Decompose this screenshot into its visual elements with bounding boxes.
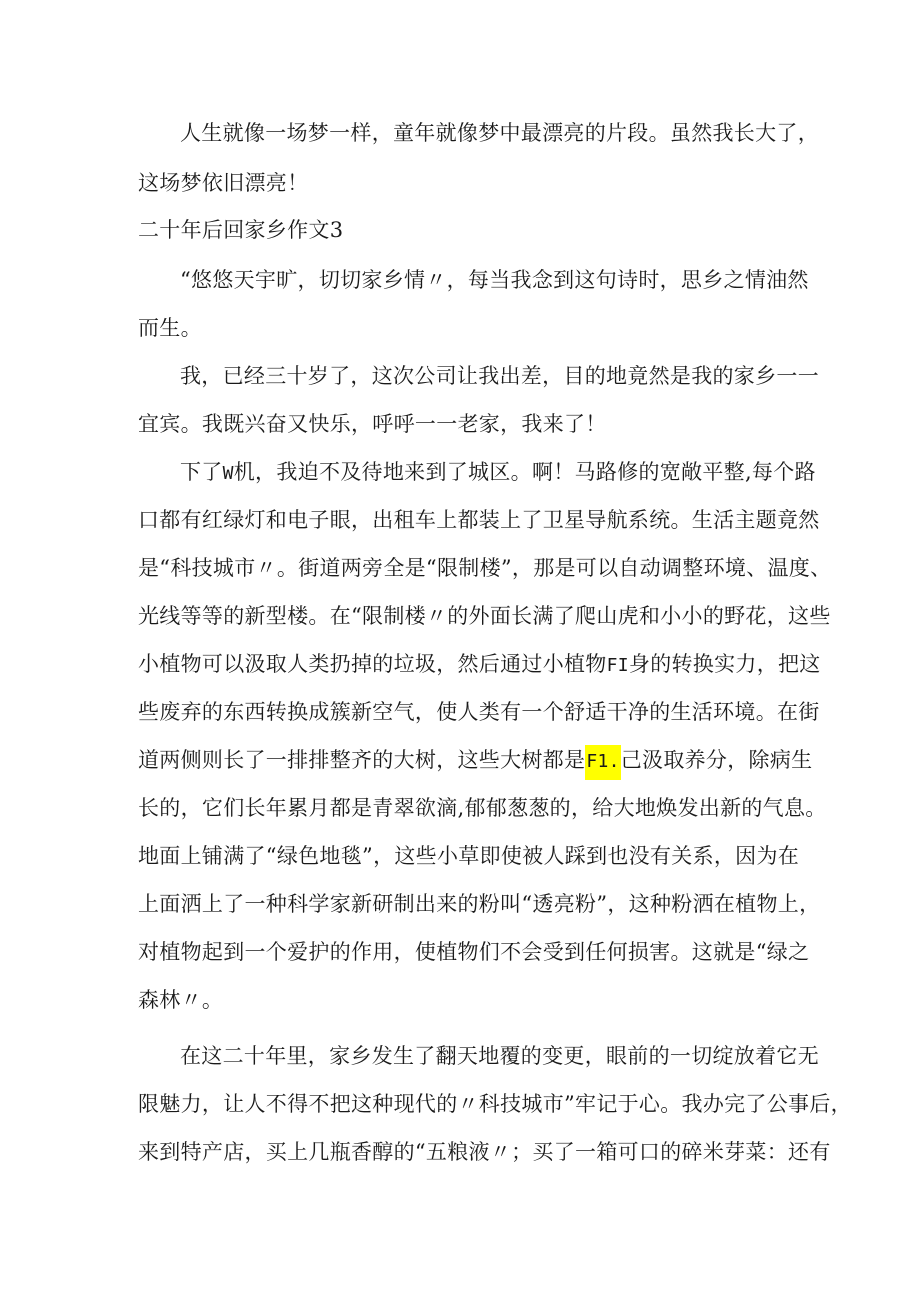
paragraph-3-line-2: 宜宾。我既兴奋又快乐，呼呼一一老家，我来了！: [138, 412, 607, 436]
paragraph-4-line-7-end: 己汲取养分，除病生: [620, 748, 813, 772]
paragraph-4-line-3: 是“科技城市〃。街道两旁全是“限制楼”，那是可以自动调整环境、温度、: [138, 556, 832, 580]
paragraph-4-line-11: 对植物起到一个爱护的作用，使植物们不会受到任何损害。这就是“绿之: [138, 940, 810, 964]
paragraph-4-line-5-end: 身的转换实力，把这: [628, 652, 821, 676]
paragraph-4-line-7-start: 道两侧则长了一排排整齐的大树，这些大树都是: [138, 748, 586, 772]
paragraph-4-line-5-start: 小植物可以汲取人类扔掉的垃圾，然后通过小植物: [138, 652, 607, 676]
highlighted-ocr-glyph: F1.: [585, 745, 620, 780]
paragraph-4-line-12: 森林〃。: [138, 988, 224, 1012]
paragraph-4-line-10: 上面洒上了一种科学家新研制出来的粉叫“透亮粉”，这种粉洒在植物上，: [138, 892, 821, 916]
paragraph-4-line-4: 光线等等的新型楼。在“限制楼〃的外面长满了爬山虎和小小的野花，这些: [138, 604, 831, 628]
paragraph-1-line-2: 这场梦依旧漂亮！: [138, 171, 309, 195]
paragraph-4-line-5-ocr-glyph: FI: [606, 655, 629, 676]
paragraph-4-line-1: [180, 457, 816, 489]
paragraph-1-line-1: 人生就像一场梦一样，童年就像梦中最漂亮的片段。虽然我长大了，: [180, 121, 819, 145]
paragraph-3-line-1: 我，已经三十岁了，这次公司让我出差，目的地竟然是我的家乡一一: [180, 364, 819, 388]
paragraph-4-line-6: 些废弃的东西转换成簇新空气，使人类有一个舒适干净的生活环境。在街: [138, 700, 820, 724]
paragraph-5-line-2: 限魅力，让人不得不把这种现代的〃科技城市”牢记于心。我办完了公事后，: [138, 1092, 852, 1116]
paragraph-4-line-7: [138, 745, 812, 777]
paragraph-4-line-5: [138, 649, 821, 681]
section-heading: 二十年后回家乡作文3: [138, 218, 344, 242]
paragraph-4-line-2: 口都有红绿灯和电子眼，出租车上都装上了卫星导航系统。生活主题竟然: [138, 508, 820, 532]
paragraph-4-line-1-ocr-glyph: W: [222, 463, 234, 484]
paragraph-2-line-2: 而生。: [138, 316, 202, 340]
paragraph-5-line-1: 在这二十年里，家乡发生了翻天地覆的变更，眼前的一切绽放着它无: [180, 1044, 819, 1068]
paragraph-4-line-1-end: 机，我迫不及待地来到了城区。啊！马路修的宽敞平整,每个路: [233, 460, 816, 484]
paragraph-5-line-3: 来到特产店，买上几瓶香醇的“五粮液〃；买了一箱可口的碎米芽菜：还有: [138, 1140, 831, 1164]
paragraph-4-line-9: 地面上铺满了“绿色地毯”，这些小草即使被人踩到也没有关系，因为在: [138, 844, 800, 868]
paragraph-2-line-1: “悠悠天宇旷，切切家乡情〃，每当我念到这句诗时，思乡之情油然: [180, 268, 809, 292]
paragraph-4-line-8: 长的，它们长年累月都是青翠欲滴,郁郁葱葱的，给大地焕发出新的气息。: [138, 796, 827, 820]
paragraph-4-line-1-start: 下了: [180, 460, 223, 484]
